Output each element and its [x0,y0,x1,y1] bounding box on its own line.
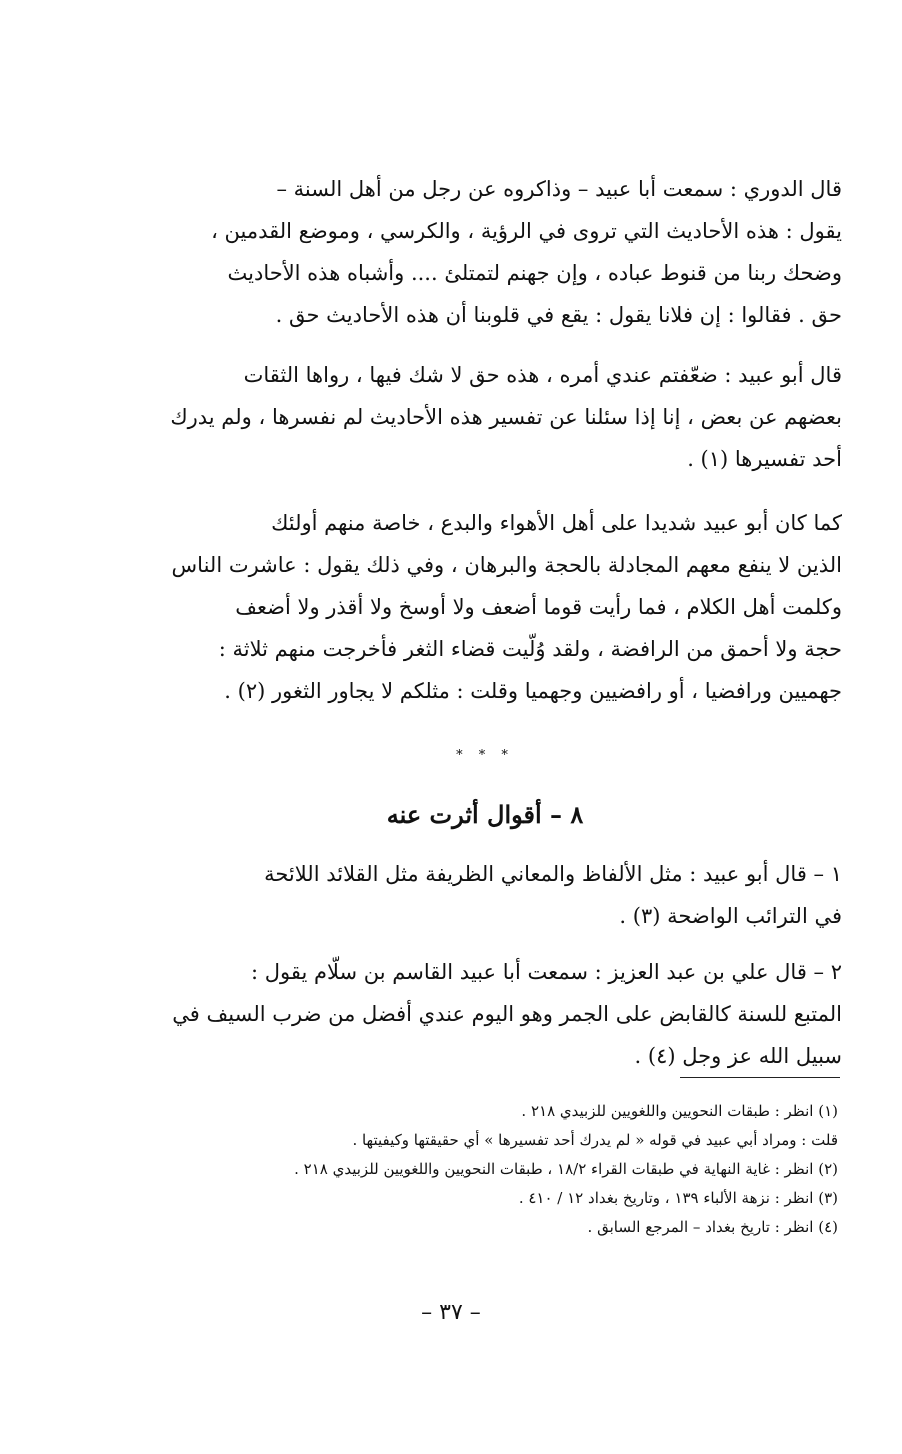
text-line: المتبع للسنة كالقابض على الجمر وهو اليوم عندي أفضل من ضرب السيف في [172,1002,842,1026]
footnote-1: (١) انظر : طبقات النحويين واللغويين للزبيدي ٢١٨ . [521,1102,838,1120]
text-line: وكلمت أهل الكلام ، فما رأيت قوما أضعف ولا أوسخ ولا أقذر ولا أضعف [235,595,842,619]
section-heading: ٨ – أقوال أثرت عنه [386,800,584,829]
paragraph-duri-narration [128,168,842,336]
text-line: حجة ولا أحمق من الرافضة ، ولقد وُلّيت قضاء الثغر فأخرجت منهم ثلاثة : [218,637,842,661]
text-line: الذين لا ينفع معهم المجادلة بالحجة والبرهان ، وفي ذلك يقول : عاشرت الناس [171,553,842,577]
footnote-4: (٤) انظر : تاريخ بغداد – المرجع السابق . [587,1218,838,1236]
quote-item-1 [128,853,842,937]
text-line: قال أبو عبيد : ضعّفتم عندي أمره ، هذه حق لا شك فيها ، رواها الثقات [243,363,842,387]
text-line: ١ – قال أبو عبيد : مثل الألفاظ والمعاني الظريفة مثل القلائد اللائحة [264,862,842,886]
text-line: وضحك ربنا من قنوط عباده ، وإن جهنم لتمتلئ .... وأشباه هذه الأحاديث [227,261,842,285]
text-line: كما كان أبو عبيد شديدا على أهل الأهواء والبدع ، خاصة منهم أولئك [271,511,842,535]
footnote-2: (٢) انظر : غاية النهاية في طبقات القراء ١٨/٢ ، طبقات النحويين واللغويين للزبيدي ٢١٨ . [294,1160,838,1178]
text-line: جهميين ورافضيا ، أو رافضيين وجهميا وقلت : مثلكم لا يجاور الثغور (٢) . [224,679,842,703]
text-line: أحد تفسيرها (١) . [687,447,842,471]
text-line: بعضهم عن بعض ، إنا إذا سئلنا عن تفسير هذه الأحاديث لم نفسرها ، ولم يدرك [170,405,842,429]
paragraph-abu-ubaid-reply [128,354,842,480]
footnote-divider [680,1077,840,1078]
footnote-3: (٣) انظر : نزهة الألباء ١٣٩ ، وتاريخ بغداد ١٢ / ٤١٠ . [518,1189,838,1207]
page-number: – ٣٧ – [421,1300,481,1325]
section-separator: * * * [456,748,514,763]
footnotes [294,1097,838,1242]
quote-item-2 [128,951,842,1077]
text-line: حق . فقالوا : إن فلانا يقول : يقع في قلوبنا أن هذه الأحاديث حق . [275,303,842,327]
text-line: ٢ – قال علي بن عبد العزيز : سمعت أبا عبيد القاسم بن سلّام يقول : [251,960,842,984]
text-line: يقول : هذه الأحاديث التي تروى في الرؤية ، والكرسي ، وموضع القدمين ، [211,219,842,243]
text-line: سبيل الله عز وجل (٤) . [634,1044,842,1068]
text-line: قال الدوري : سمعت أبا عبيد – وذاكروه عن رجل من أهل السنة – [276,177,842,201]
paragraph-ahl-al-ahwa [128,502,842,712]
text-line: في الترائب الواضحة (٣) . [619,904,842,928]
page-body [128,168,842,1091]
footnote-1-note: قلت : ومراد أبي عبيد في قوله « لم يدرك أحد تفسيرها » أي حقيقتها وكيفيتها . [352,1131,838,1149]
